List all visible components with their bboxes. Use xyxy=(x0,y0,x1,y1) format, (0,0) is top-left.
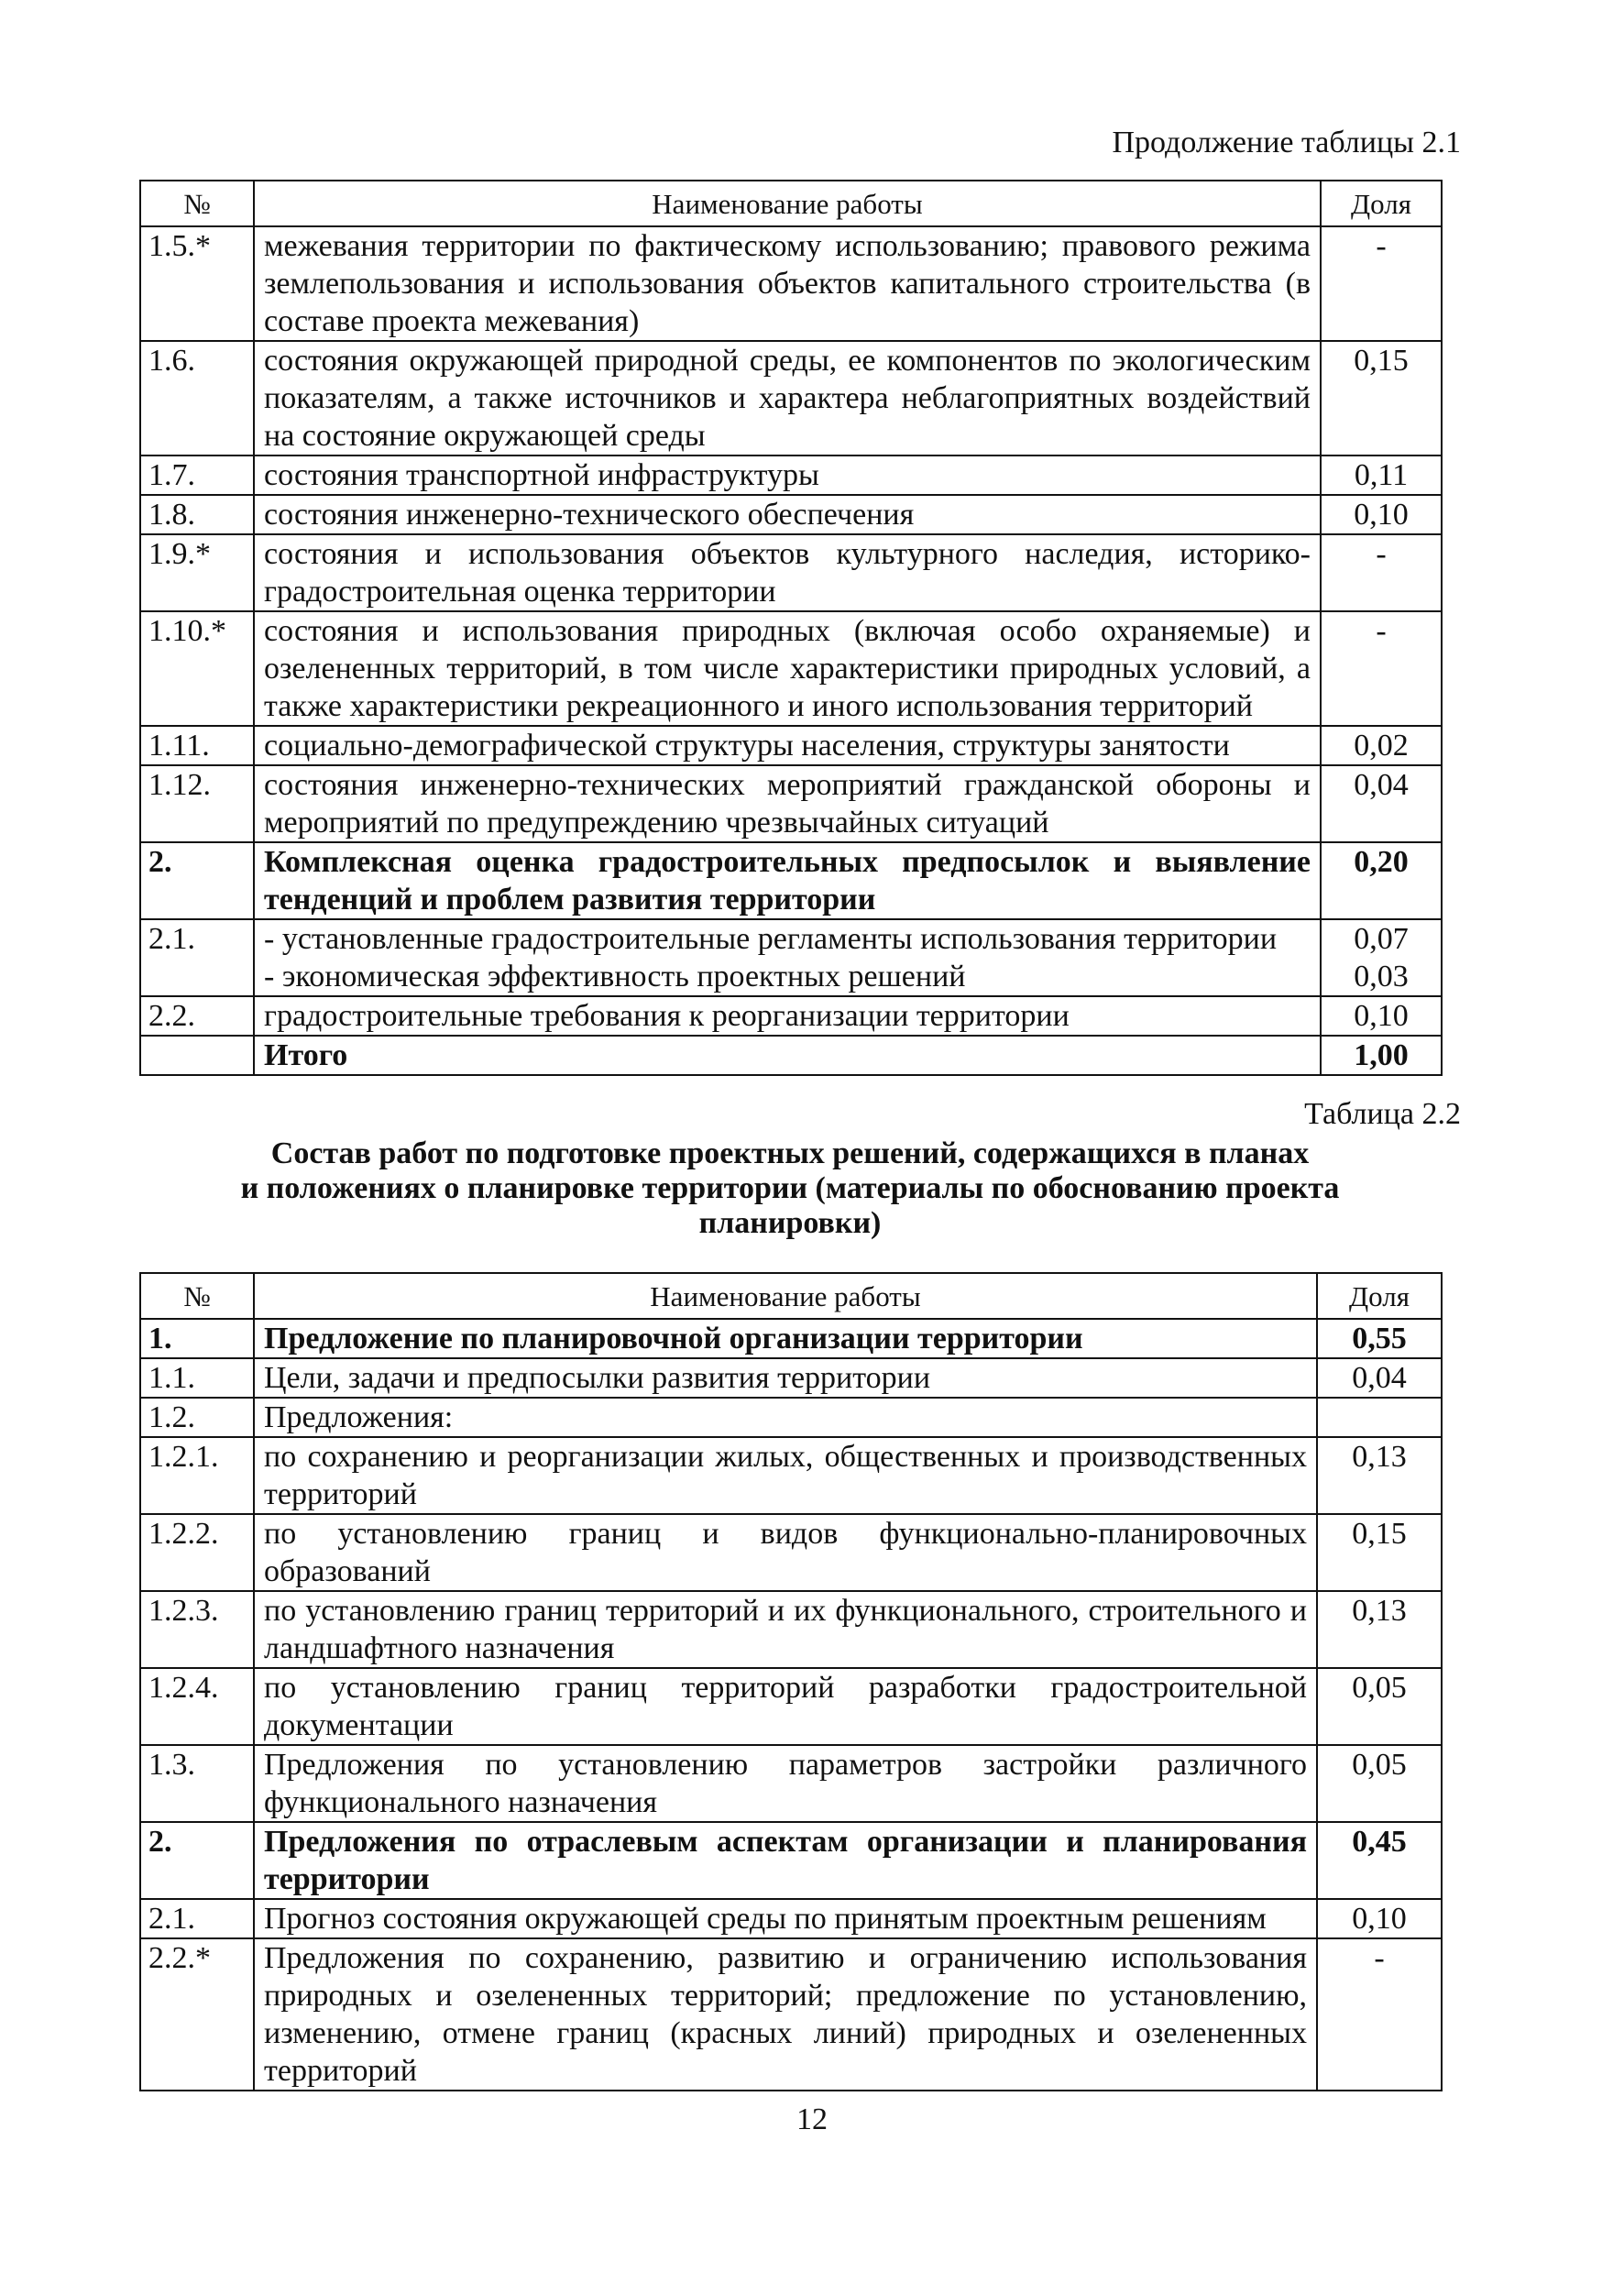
row-share: 0,13 xyxy=(1317,1437,1442,1514)
row-number: 2.1. xyxy=(140,919,254,996)
row-share: 0,10 xyxy=(1321,996,1442,1036)
row-number: 2.2. xyxy=(140,996,254,1036)
row-share-line: 0,07 xyxy=(1354,922,1409,956)
row-name: по установлению границ территорий и их функционального, строительного и ландшафтного назначения xyxy=(254,1591,1317,1668)
table-row xyxy=(140,765,1442,842)
row-number: 1.10.* xyxy=(140,611,254,726)
table-row xyxy=(140,1437,1442,1514)
row-name: Итого xyxy=(254,1036,1321,1075)
row-number: 1.2.2. xyxy=(140,1514,254,1591)
table-row xyxy=(140,842,1442,919)
row-name: состояния и использования объектов культурного наследия, историко-градостроительная оценка территории xyxy=(254,534,1321,611)
table-row xyxy=(140,341,1442,455)
row-name-line: - установленные градостроительные регламенты использования территории xyxy=(264,922,1278,956)
table2-body xyxy=(140,1319,1442,2091)
row-number: 2.1. xyxy=(140,1899,254,1938)
row-share: 0,45 xyxy=(1317,1822,1442,1899)
row-name: Предложения по отраслевым аспектам организации и планирования территории xyxy=(254,1822,1317,1899)
row-name: градостроительные требования к реорганизации территории xyxy=(254,996,1321,1036)
row-number: 1.2. xyxy=(140,1398,254,1437)
table1 xyxy=(139,180,1443,1076)
row-number: 2. xyxy=(140,842,254,919)
row-number: 1. xyxy=(140,1319,254,1358)
row-share: 0,05 xyxy=(1317,1745,1442,1822)
page-number: 12 xyxy=(796,2102,828,2136)
row-share-line: 0,03 xyxy=(1354,960,1409,993)
row-name-line: - экономическая эффективность проектных решений xyxy=(264,960,966,993)
row-number: 1.11. xyxy=(140,726,254,765)
row-name: социально-демографической структуры населения, структуры занятости xyxy=(254,726,1321,765)
row-share: 0,13 xyxy=(1317,1591,1442,1668)
header-num: № xyxy=(140,181,254,226)
table1-header-row xyxy=(140,181,1442,226)
table-row xyxy=(140,1358,1442,1398)
row-name xyxy=(254,919,1321,996)
row-name: состояния и использования природных (включая особо охраняемые) и озелененных территорий, в том числе характеристики природных условий, а также характеристики рекреационного и иного использования территорий xyxy=(254,611,1321,726)
row-share: 0,04 xyxy=(1317,1358,1442,1398)
row-name: Прогноз состояния окружающей среды по принятым проектным решениям xyxy=(254,1899,1317,1938)
row-share: 0,15 xyxy=(1317,1514,1442,1591)
table-row xyxy=(140,1319,1442,1358)
header-num: № xyxy=(140,1273,254,1319)
row-share: - xyxy=(1317,1938,1442,2091)
table2-header-row xyxy=(140,1273,1442,1319)
table-row xyxy=(140,726,1442,765)
row-share: - xyxy=(1321,611,1442,726)
row-number: 1.5.* xyxy=(140,226,254,341)
row-name: Предложения: xyxy=(254,1398,1317,1437)
row-share: 0,04 xyxy=(1321,765,1442,842)
table-row xyxy=(140,534,1442,611)
row-number: 1.2.3. xyxy=(140,1591,254,1668)
row-share: 0,10 xyxy=(1317,1899,1442,1938)
table-row xyxy=(140,996,1442,1036)
row-number: 1.9.* xyxy=(140,534,254,611)
row-number: 2.2.* xyxy=(140,1938,254,2091)
row-share xyxy=(1321,919,1442,996)
table2-title-line: Состав работ по подготовке проектных решений, содержащихся в планах xyxy=(270,1136,1310,1170)
row-number: 1.2.4. xyxy=(140,1668,254,1745)
row-name: Цели, задачи и предпосылки развития территории xyxy=(254,1358,1317,1398)
row-number: 1.3. xyxy=(140,1745,254,1822)
row-share: 0,55 xyxy=(1317,1319,1442,1358)
row-name: состояния транспортной инфраструктуры xyxy=(254,455,1321,495)
header-share: Доля xyxy=(1321,181,1442,226)
row-number: 1.7. xyxy=(140,455,254,495)
row-name: Предложения по установлению параметров застройки различного функционального назначения xyxy=(254,1745,1317,1822)
table1-body xyxy=(140,226,1442,1075)
row-share: 0,15 xyxy=(1321,341,1442,455)
table1-caption: Продолжение таблицы 2.1 xyxy=(1112,126,1461,159)
table-row xyxy=(140,1591,1442,1668)
table2 xyxy=(139,1272,1443,2091)
row-share: 0,11 xyxy=(1321,455,1442,495)
row-name: по установлению границ территорий разработки градостроительной документации xyxy=(254,1668,1317,1745)
row-share: 0,02 xyxy=(1321,726,1442,765)
row-name: Предложение по планировочной организации территории xyxy=(254,1319,1317,1358)
table-row xyxy=(140,1899,1442,1938)
row-number: 1.1. xyxy=(140,1358,254,1398)
table2-title-line: планировки) xyxy=(698,1206,882,1240)
table-row xyxy=(140,919,1442,996)
row-name: Предложения по сохранению, развитию и ограничению использования природных и озелененных территорий; предложение по установлению, изменению, отмене границ (красных линий) природных и озелененных территорий xyxy=(254,1938,1317,2091)
row-number: 1.12. xyxy=(140,765,254,842)
row-name: по сохранению и реорганизации жилых, общественных и производственных территорий xyxy=(254,1437,1317,1514)
row-number: 1.2.1. xyxy=(140,1437,254,1514)
row-share: 1,00 xyxy=(1321,1036,1442,1075)
row-name: состояния инженерно-технических мероприятий гражданской обороны и мероприятий по предупреждению чрезвычайных ситуаций xyxy=(254,765,1321,842)
row-name: Комплексная оценка градостроительных предпосылок и выявление тенденций и проблем развития территории xyxy=(254,842,1321,919)
row-share xyxy=(1317,1398,1442,1437)
row-name: состояния окружающей природной среды, ее компонентов по экологическим показателям, а также источников и характера неблагоприятных воздействий на состояние окружающей среды xyxy=(254,341,1321,455)
row-share: - xyxy=(1321,534,1442,611)
header-name: Наименование работы xyxy=(254,1273,1317,1319)
table-row xyxy=(140,1668,1442,1745)
row-name: по установлению границ и видов функционально-планировочных образований xyxy=(254,1514,1317,1591)
table-row xyxy=(140,455,1442,495)
row-share: 0,05 xyxy=(1317,1668,1442,1745)
table-row xyxy=(140,495,1442,534)
row-name: состояния инженерно-технического обеспечения xyxy=(254,495,1321,534)
row-number xyxy=(140,1036,254,1075)
table-row xyxy=(140,1514,1442,1591)
table-row xyxy=(140,611,1442,726)
table-row xyxy=(140,226,1442,341)
row-number: 1.6. xyxy=(140,341,254,455)
header-share: Доля xyxy=(1317,1273,1442,1319)
header-name: Наименование работы xyxy=(254,181,1321,226)
row-share: 0,10 xyxy=(1321,495,1442,534)
table-row xyxy=(140,1745,1442,1822)
table2-title xyxy=(139,1136,1441,1241)
row-number: 1.8. xyxy=(140,495,254,534)
table-row xyxy=(140,1398,1442,1437)
table-row xyxy=(140,1938,1442,2091)
table-row xyxy=(140,1822,1442,1899)
row-share: 0,20 xyxy=(1321,842,1442,919)
table2-caption: Таблица 2.2 xyxy=(1304,1097,1461,1131)
row-share: - xyxy=(1321,226,1442,341)
table-row xyxy=(140,1036,1442,1075)
row-number: 2. xyxy=(140,1822,254,1899)
table2-title-line: и положениях о планировке территории (материалы по обоснованию проекта xyxy=(240,1171,1340,1205)
row-name: межевания территории по фактическому использованию; правового режима землепользования и использования объектов капитального строительства (в составе проекта межевания) xyxy=(254,226,1321,341)
